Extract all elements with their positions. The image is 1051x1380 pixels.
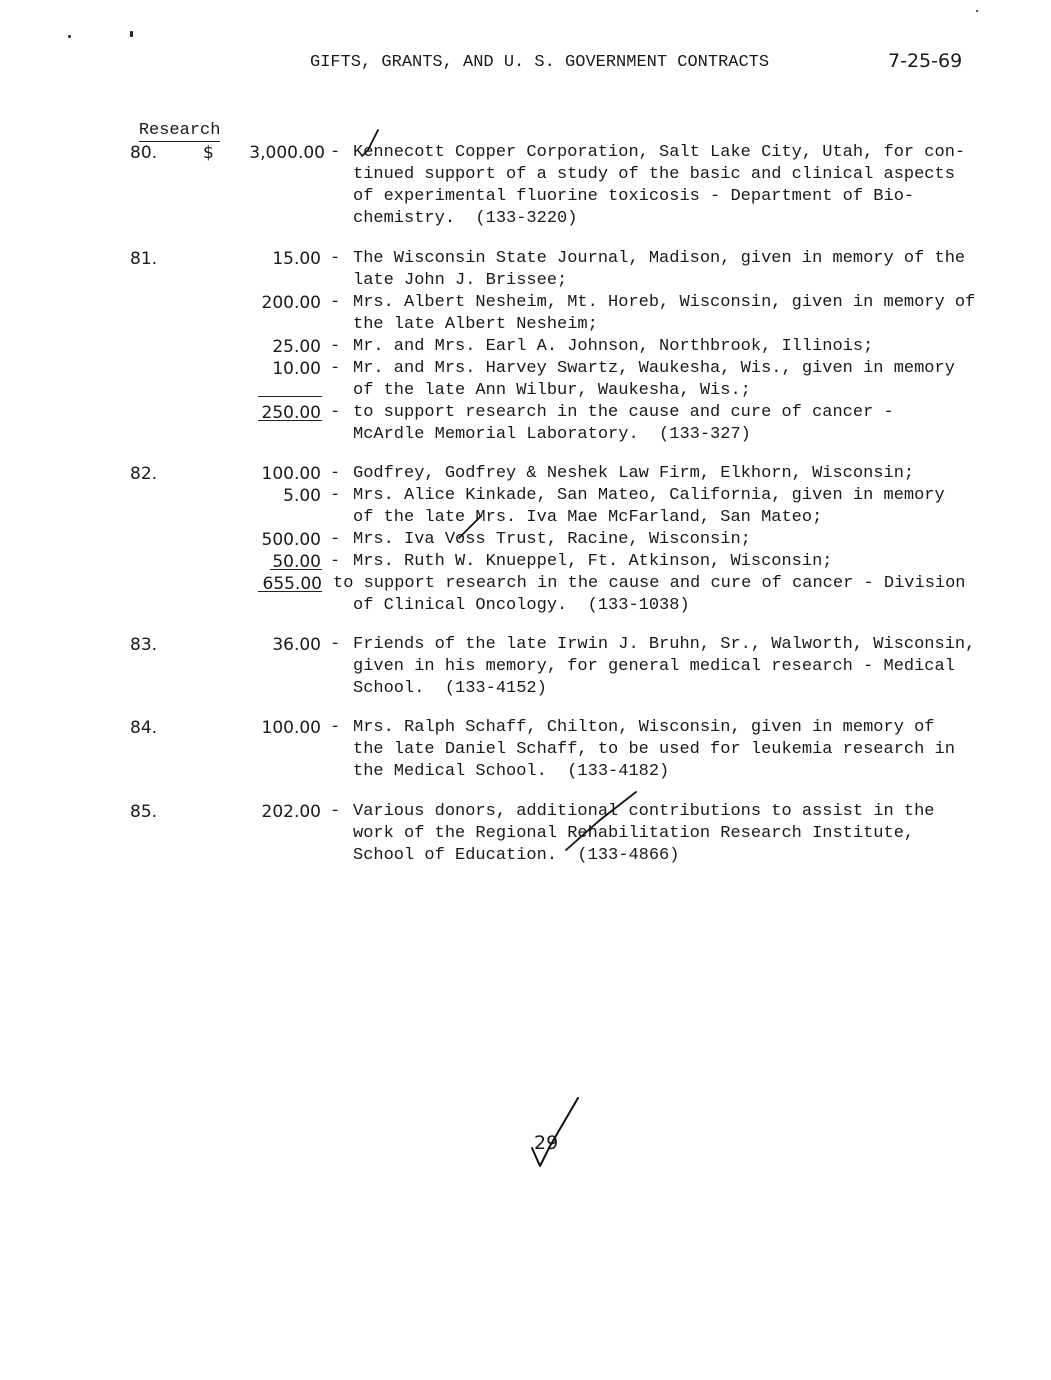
entry-dash: -: [330, 249, 341, 268]
item-number: 82.: [130, 464, 158, 484]
entry-dash: -: [330, 293, 341, 312]
entry-line: given in his memory, for general medical research - Medical: [353, 657, 955, 676]
entry-line: of experimental fluorine toxicosis - Department of Bio-: [353, 187, 915, 206]
sum-rule: [258, 396, 322, 397]
entry-line: the late Daniel Schaff, to be used for leukemia research in: [353, 740, 955, 759]
entry-dash: -: [330, 530, 341, 549]
entry-line: Mr. and Mrs. Harvey Swartz, Waukesha, Wis., given in memory: [353, 359, 955, 378]
entry-line: of the late Mrs. Iva Mae McFarland, San Mateo;: [353, 508, 823, 527]
stray-mark: [976, 10, 978, 12]
entry-dash: -: [330, 403, 341, 422]
page-title: GIFTS, GRANTS, AND U. S. GOVERNMENT CONTRACTS: [310, 53, 770, 72]
entry-line: Mrs. Ralph Schaff, Chilton, Wisconsin, given in memory of: [353, 718, 935, 737]
entry-line: to support research in the cause and cure of cancer - Division: [333, 574, 966, 593]
entry-dash: -: [330, 718, 341, 737]
page-number: 29: [534, 1132, 559, 1154]
page-date: 7-25-69: [888, 50, 963, 72]
entry-dash: -: [330, 635, 341, 654]
entry-line: McArdle Memorial Laboratory. (133-327): [353, 425, 751, 444]
entry-amount: 50.00: [272, 552, 321, 572]
entry-line: work of the Regional Rehabilitation Research Institute,: [353, 824, 915, 843]
entry-amount: 100.00: [261, 464, 321, 484]
entry-line: to support research in the cause and cure of cancer -: [353, 403, 894, 422]
section-heading-text: Research: [138, 121, 221, 140]
entry-line: Mrs. Alice Kinkade, San Mateo, California, given in memory: [353, 486, 945, 505]
entry-line: Mr. and Mrs. Earl A. Johnson, Northbrook, Illinois;: [353, 337, 874, 356]
item-number: 84.: [130, 718, 158, 738]
entry-amount: 200.00: [261, 293, 321, 313]
entry-amount: 15.00: [272, 249, 321, 269]
entry-amount-total: 655.00: [262, 574, 322, 594]
entry-line: Mrs. Iva Voss Trust, Racine, Wisconsin;: [353, 530, 751, 549]
entry-dash: -: [330, 143, 341, 162]
item-number: 81.: [130, 249, 158, 269]
sum-rule: [270, 569, 322, 570]
stray-mark: [68, 35, 71, 38]
entry-line: Friends of the late Irwin J. Bruhn, Sr., Walworth, Wisconsin,: [353, 635, 976, 654]
entry-line: the Medical School. (133-4182): [353, 762, 670, 781]
entry-line: of Clinical Oncology. (133-1038): [353, 596, 690, 615]
entry-line: tinued support of a study of the basic and clinical aspects: [353, 165, 955, 184]
entry-line: Mrs. Ruth W. Knueppel, Ft. Atkinson, Wisconsin;: [353, 552, 833, 571]
entry-dash: -: [330, 337, 341, 356]
total-underline: [258, 420, 322, 421]
dollar-sign: $: [203, 143, 214, 163]
entry-dash: -: [330, 359, 341, 378]
handwritten-check-mark: [560, 788, 640, 858]
entry-line: Mrs. Albert Nesheim, Mt. Horeb, Wisconsin, given in memory of: [353, 293, 976, 312]
item-number: 83.: [130, 635, 158, 655]
entry-line: School. (133-4152): [353, 679, 547, 698]
entry-amount: 3,000.00: [249, 143, 325, 163]
handwritten-check-mark: [352, 128, 392, 168]
total-underline: [258, 591, 322, 592]
handwritten-strike-mark: [455, 512, 485, 542]
entry-amount: 5.00: [283, 486, 321, 506]
entry-amount: 36.00: [272, 635, 321, 655]
entry-line: of the late Ann Wilbur, Waukesha, Wis.;: [353, 381, 751, 400]
entry-line: the late Albert Nesheim;: [353, 315, 598, 334]
handwritten-check-mark: [526, 1092, 586, 1172]
stray-mark: [130, 31, 133, 37]
entry-amount: 10.00: [272, 359, 321, 379]
item-number: 85.: [130, 802, 158, 822]
entry-line: late John J. Brissee;: [353, 271, 568, 290]
entry-amount-total: 250.00: [261, 403, 321, 423]
entry-line: Godfrey, Godfrey & Neshek Law Firm, Elkhorn, Wisconsin;: [353, 464, 915, 483]
entry-amount: 500.00: [261, 530, 321, 550]
entry-dash: -: [330, 464, 341, 483]
entry-dash: -: [330, 486, 341, 505]
entry-line: chemistry. (133-3220): [353, 209, 578, 228]
entry-amount: 202.00: [261, 802, 321, 822]
entry-line: Kennecott Copper Corporation, Salt Lake City, Utah, for con-: [353, 143, 966, 162]
entry-amount: 25.00: [272, 337, 321, 357]
entry-line: The Wisconsin State Journal, Madison, given in memory of the: [353, 249, 966, 268]
entry-dash: -: [330, 802, 341, 821]
entry-line: Various donors, additional contributions to assist in the: [353, 802, 935, 821]
item-number: 80.: [130, 143, 158, 163]
entry-amount: 100.00: [261, 718, 321, 738]
entry-line: School of Education. (133-4866): [353, 846, 680, 865]
entry-dash: -: [330, 552, 341, 571]
